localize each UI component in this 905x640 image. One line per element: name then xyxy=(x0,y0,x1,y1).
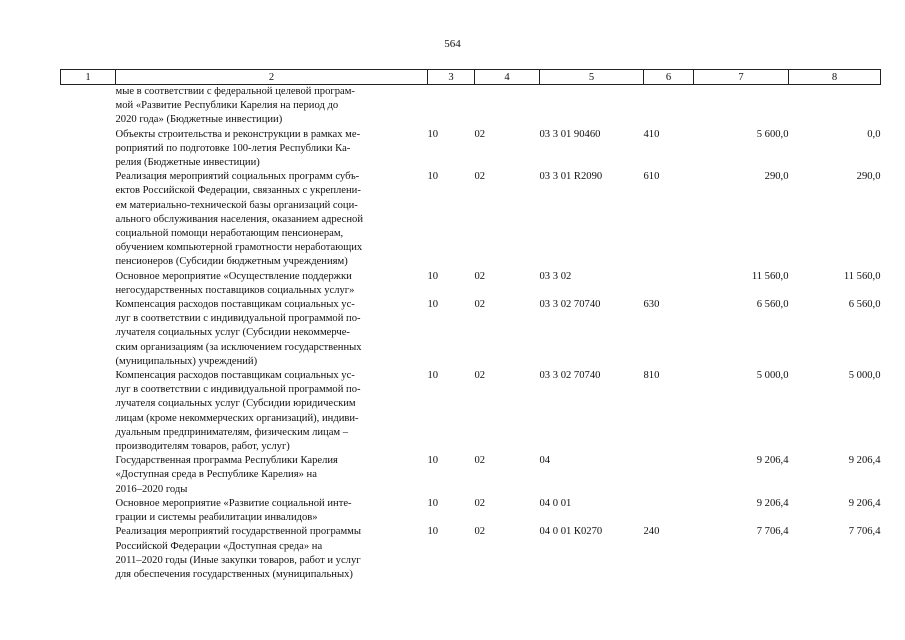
cell-name-line: 2020 года» (Бюджетные инвестиции) xyxy=(115,114,283,126)
cell-col-1 xyxy=(61,369,116,454)
cell-name-line: (муниципальных) учреждений) xyxy=(115,355,258,367)
cell-name-line: Основное мероприятие «Осуществление поддержки xyxy=(115,270,352,282)
cell-amount-2: 9 206,4 xyxy=(848,455,881,467)
cell-amount-2: 11 560,0 xyxy=(843,270,881,282)
cell-name-line: Объекты строительства и реконструкции в рамках ме- xyxy=(115,128,361,140)
cell-name xyxy=(116,170,428,269)
cell-expense-type: 410 xyxy=(643,128,660,140)
cell-name-line: социальной помощи неработающим пенсионерам, xyxy=(115,228,344,240)
cell-name-line: грации и системы реабилитации инвалидов» xyxy=(115,512,318,524)
cell-section: 10 xyxy=(427,299,439,311)
cell-amount-2: 6 560,0 xyxy=(848,299,881,311)
table-row xyxy=(61,298,881,369)
header-col-5: 5 xyxy=(540,70,644,85)
cell-subsection: 02 xyxy=(474,299,486,311)
cell-col-1 xyxy=(61,85,116,128)
cell-expense-type xyxy=(644,85,694,128)
cell-amount-2: 9 206,4 xyxy=(848,497,881,509)
cell-name-line: ем материально-технической базы организаций соци- xyxy=(115,199,358,211)
cell-section: 10 xyxy=(427,370,439,382)
cell-target-code: 04 xyxy=(539,455,551,467)
cell-name-line: луг в соответствии с индивидуальной программой по- xyxy=(115,384,361,396)
table-row xyxy=(61,525,881,582)
cell-name-line: обучением компьютерной грамотности неработающих xyxy=(115,242,363,254)
cell-amount-1: 290,0 xyxy=(764,171,789,183)
cell-subsection: 02 xyxy=(474,270,486,282)
cell-name xyxy=(116,369,428,454)
cell-section: 10 xyxy=(427,455,439,467)
cell-col-1 xyxy=(61,170,116,269)
cell-col-1 xyxy=(61,497,116,525)
cell-name-line: Компенсация расходов поставщикам социальных ус- xyxy=(115,370,355,382)
cell-name-line: негосударственных поставщиков социальных услуг» xyxy=(115,284,355,296)
cell-amount-1 xyxy=(694,85,789,128)
cell-expense-type xyxy=(644,497,694,525)
cell-name xyxy=(116,525,428,582)
cell-name-line: лицам (кроме некоммерческих организаций), индиви- xyxy=(115,412,359,424)
cell-name-line: 2011–2020 годы (Иные закупки товаров, работ и услуг xyxy=(115,554,361,566)
cell-expense-type: 240 xyxy=(643,526,660,538)
cell-amount-2: 5 000,0 xyxy=(848,370,881,382)
cell-name-line: луг в соответствии с индивидуальной программой по- xyxy=(115,313,361,325)
header-col-6: 6 xyxy=(644,70,694,85)
cell-name xyxy=(116,454,428,497)
cell-name-line: ским организациям (за исключением государственных xyxy=(115,341,362,353)
cell-subsection: 02 xyxy=(474,526,486,538)
cell-name xyxy=(116,85,428,128)
cell-amount-1: 11 560,0 xyxy=(751,270,789,282)
table-row xyxy=(61,369,881,454)
header-col-7: 7 xyxy=(694,70,789,85)
cell-target-code: 03 3 01 90460 xyxy=(539,128,601,140)
cell-target-code: 03 3 02 70740 xyxy=(539,370,601,382)
cell-name xyxy=(116,270,428,298)
cell-name-line: лучателя социальных услуг (Субсидии некоммерче- xyxy=(115,327,350,339)
cell-expense-type: 610 xyxy=(643,171,660,183)
table-row xyxy=(61,497,881,525)
header-col-4: 4 xyxy=(475,70,540,85)
cell-name-line: Государственная программа Республики Карелия xyxy=(115,455,338,467)
cell-section: 10 xyxy=(427,128,439,140)
cell-name-line: ального обслуживания населения, оказанием адресной xyxy=(115,213,364,225)
cell-target-code: 03 3 02 70740 xyxy=(539,299,601,311)
cell-col-1 xyxy=(61,525,116,582)
cell-amount-1: 6 560,0 xyxy=(756,299,789,311)
cell-name xyxy=(116,128,428,171)
cell-target-code: 03 3 01 R2090 xyxy=(539,171,603,183)
cell-section: 10 xyxy=(427,497,439,509)
header-col-2: 2 xyxy=(116,70,428,85)
table-body xyxy=(61,85,881,583)
cell-subsection xyxy=(475,85,540,128)
header-row xyxy=(61,70,881,85)
cell-col-1 xyxy=(61,454,116,497)
cell-name-line: мые в соответствии с федеральной целевой програм- xyxy=(115,86,355,97)
cell-section: 10 xyxy=(427,171,439,183)
table-row xyxy=(61,170,881,269)
cell-name-line: Основное мероприятие «Развитие социальной инте- xyxy=(115,497,352,509)
cell-target-code: 03 3 02 xyxy=(539,270,572,282)
cell-amount-1: 7 706,4 xyxy=(756,526,789,538)
cell-col-1 xyxy=(61,270,116,298)
cell-target-code xyxy=(540,85,644,128)
page-number: 564 xyxy=(444,38,461,50)
cell-amount-2: 7 706,4 xyxy=(848,526,881,538)
table-row xyxy=(61,128,881,171)
cell-subsection: 02 xyxy=(474,497,486,509)
cell-target-code: 04 0 01 xyxy=(539,497,572,509)
cell-subsection: 02 xyxy=(474,128,486,140)
cell-amount-1: 5 000,0 xyxy=(756,370,789,382)
cell-amount-2 xyxy=(789,85,881,128)
cell-section xyxy=(428,85,475,128)
cell-name xyxy=(116,497,428,525)
cell-name-line: Компенсация расходов поставщикам социальных ус- xyxy=(115,299,355,311)
header-col-3: 3 xyxy=(428,70,475,85)
cell-name-line: 2016–2020 годы xyxy=(115,483,188,495)
cell-target-code: 04 0 01 К0270 xyxy=(539,526,603,538)
cell-amount-1: 5 600,0 xyxy=(756,128,789,140)
cell-section: 10 xyxy=(427,270,439,282)
cell-name-line: Российской Федерации «Доступная среда» на xyxy=(115,540,323,552)
table-row xyxy=(61,85,881,128)
cell-subsection: 02 xyxy=(474,370,486,382)
cell-col-1 xyxy=(61,128,116,171)
cell-amount-2: 0,0 xyxy=(867,128,881,140)
cell-name xyxy=(116,298,428,369)
cell-subsection: 02 xyxy=(474,455,486,467)
cell-subsection: 02 xyxy=(474,171,486,183)
cell-amount-1: 9 206,4 xyxy=(756,497,789,509)
budget-table xyxy=(60,69,881,582)
cell-name-line: мой «Развитие Республики Карелия на период до xyxy=(115,100,339,112)
cell-amount-1: 9 206,4 xyxy=(756,455,789,467)
cell-expense-type: 810 xyxy=(643,370,660,382)
cell-name-line: производителям товаров, работ, услуг) xyxy=(115,441,290,453)
table-row xyxy=(61,454,881,497)
cell-name-line: для обеспечения государственных (муниципальных) xyxy=(115,568,353,580)
cell-name-line: пенсионеров (Субсидии бюджетным учреждениям) xyxy=(115,256,348,268)
cell-col-1 xyxy=(61,298,116,369)
header-col-8: 8 xyxy=(789,70,881,85)
cell-name-line: «Доступная среда в Республике Карелия» на xyxy=(115,469,317,481)
cell-name-line: роприятий по подготовке 100-летия Республики Ка- xyxy=(115,142,351,154)
table-row xyxy=(61,270,881,298)
cell-name-line: лучателя социальных услуг (Субсидии юридическим xyxy=(115,398,356,410)
cell-expense-type: 630 xyxy=(643,299,660,311)
cell-expense-type xyxy=(644,270,694,298)
cell-expense-type xyxy=(644,454,694,497)
cell-name-line: релия (Бюджетные инвестиции) xyxy=(115,157,260,169)
cell-amount-2: 290,0 xyxy=(856,171,881,183)
cell-name-line: дуальным предпринимателям, физическим лицам – xyxy=(115,426,349,438)
cell-section: 10 xyxy=(427,526,439,538)
cell-name-line: ектов Российской Федерации, связанных с укреплени- xyxy=(115,185,361,197)
cell-name-line: Реализация мероприятий социальных программ субъ- xyxy=(115,171,360,183)
header-col-1: 1 xyxy=(61,70,116,85)
cell-name-line: Реализация мероприятий государственной программы xyxy=(115,526,361,538)
